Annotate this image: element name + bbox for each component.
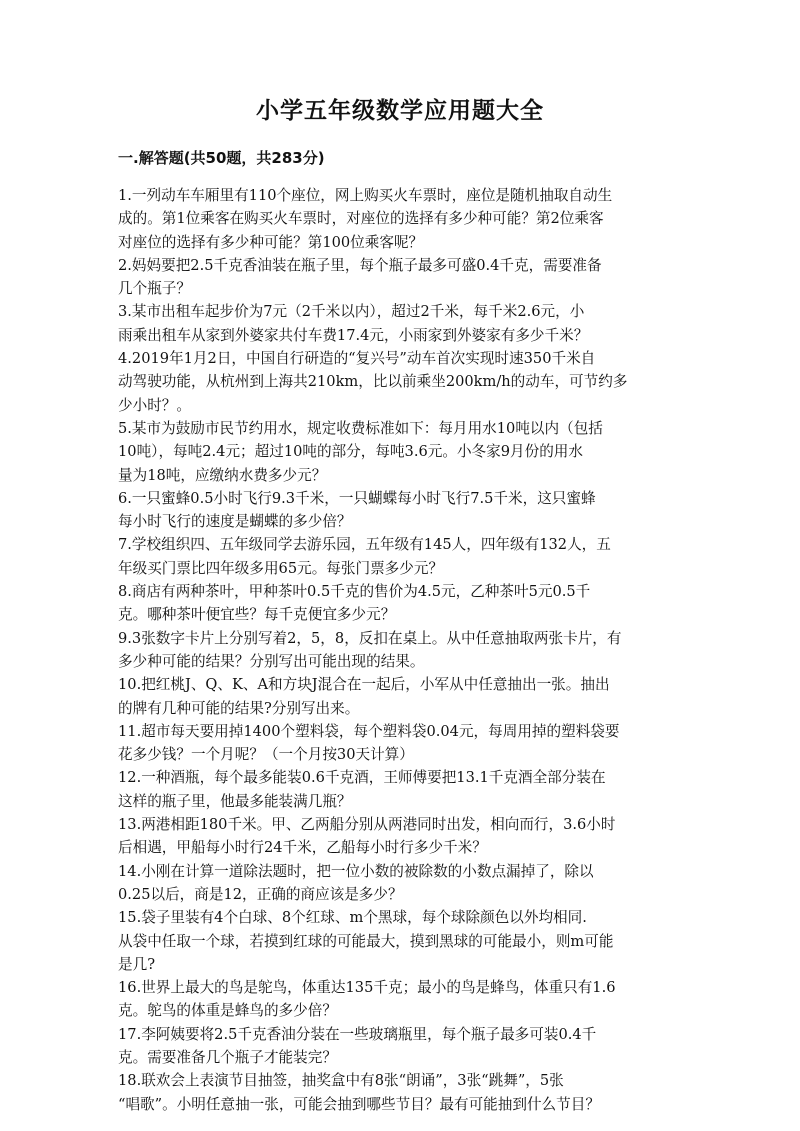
question-text-line: 9.3张数字卡片上分别写着2，5，8，反扣在桌上。从中任意抽取两张卡片，有 <box>118 629 622 647</box>
question-item <box>118 720 684 767</box>
question-text-line: 5.某市为鼓励市民节约用水，规定收费标准如下：每月用水10吨以内（包括 <box>118 419 603 437</box>
question-item <box>118 300 684 347</box>
question-text-line: 的牌有几种可能的结果?分别写出来。 <box>118 699 360 717</box>
question-item <box>118 487 684 534</box>
question-text-line: 6.一只蜜蜂0.5小时飞行9.3千米，一只蝴蝶每小时飞行7.5千米，这只蜜蜂 <box>118 489 596 507</box>
section-heading: 一.解答题(共50题，共283分) <box>118 149 325 167</box>
question-text-line: 克。需要准备几个瓶子才能装完？ <box>118 1048 337 1066</box>
question-item <box>118 673 684 720</box>
question-text-line: 是几? <box>118 955 156 973</box>
question-text-line: 12.一种酒瓶，每个最多能装0.6千克酒，王师傅要把13.1千克酒全部分装在 <box>118 769 606 787</box>
question-item <box>118 906 684 976</box>
question-item <box>118 533 684 580</box>
question-item <box>118 976 684 1023</box>
question-text-line: 10.把红桃J、Q、K、A和方块J混合在一起后，小军从中任意抽出一张。抽出 <box>118 676 610 694</box>
question-text-line: 克。鸵鸟的体重是蜂鸟的多少倍？ <box>118 1002 337 1020</box>
question-text-line: 对座位的选择有多少种可能？第100位乘客呢？ <box>118 233 424 251</box>
question-text-line: 少小时？。 <box>118 396 191 414</box>
question-text-line: 17.李阿姨要将2.5千克香油分装在一些玻璃瓶里，每个瓶子最多可装0.4千 <box>118 1025 597 1043</box>
question-text-line: 7.学校组织四、五年级同学去游乐园，五年级有145人，四年级有132人，五 <box>118 536 611 554</box>
question-text-line: 4.2019年1月2日，中国自行研造的“复兴号”动车首次实现时速350千米自 <box>118 350 596 368</box>
question-text-line: 1.一列动车车厢里有110个座位，网上购买火车票时，座位是随机抽取自动生 <box>118 187 613 204</box>
question-text-line: 成的。第1位乘客在购买火车票时，对座位的选择有多少种可能？第2位乘客 <box>118 210 604 228</box>
question-item <box>118 813 684 860</box>
question-text-line: 16.世界上最大的鸟是鸵鸟，体重达135千克；最小的鸟是蜂鸟，体重只有1.6 <box>118 979 616 997</box>
question-item <box>118 184 684 254</box>
question-text-line: 13.两港相距180千米。甲、乙两船分别从两港同时出发，相向而行，3.6小时 <box>118 816 616 834</box>
question-text-line: 3.某市出租车起步价为7元（2千米以内），超过2千米，每千米2.6元，小 <box>118 303 585 321</box>
document-title: 小学五年级数学应用题大全 <box>256 98 544 124</box>
question-text-line: 动驾驶功能，从杭州到上海共210km，比以前乘坐200km/h的动车，可节约多 <box>118 373 628 391</box>
question-item <box>118 1069 684 1116</box>
question-text-line: 花多少钱？一个月呢？（一个月按30天计算） <box>118 746 414 764</box>
question-item <box>118 766 684 813</box>
question-item <box>118 627 684 674</box>
question-text-line: 几个瓶子？ <box>118 280 191 298</box>
question-text-line: 后相遇，甲船每小时行24千米，乙船每小时行多少千米？ <box>118 839 487 857</box>
question-text-line: 这样的瓶子里，他最多能装满几瓶？ <box>118 792 352 810</box>
question-list <box>118 184 684 1116</box>
question-item <box>118 254 684 301</box>
question-item <box>118 580 684 627</box>
question-text-line: 多少种可能的结果？分别写出可能出现的结果。 <box>118 652 425 670</box>
question-text-line: 0.25以后，商是12，正确的商应该是多少？ <box>118 885 403 903</box>
question-text-line: 11.超市每天要用掉1400个塑料袋，每个塑料袋0.04元，每周用掉的塑料袋要 <box>118 722 620 740</box>
question-text-line: 8.商店有两种茶叶，甲种茶叶0.5千克的售价为4.5元，乙种茶叶5元0.5千 <box>118 583 591 601</box>
question-text-line: 2.妈妈要把2.5千克香油装在瓶子里，每个瓶子最多可盛0.4千克，需要准备 <box>118 256 602 274</box>
question-text-line: 18.联欢会上表演节目抽签，抽奖盒中有8张“朗诵”，3张“跳舞”，5张 <box>118 1072 564 1090</box>
question-text-line: 克。哪种茶叶便宜些？每千克便宜多少元？ <box>118 606 396 624</box>
question-text-line: 15.袋子里装有4个白球、8个红球、m个黑球，每个球除颜色以外均相同. <box>118 909 587 927</box>
question-text-line: 雨乘出租车从家到外婆家共付车费17.4元，小雨家到外婆家有多少千米？ <box>118 326 589 344</box>
question-text-line: 量为18吨，应缴纳水费多少元？ <box>118 466 327 484</box>
question-item <box>118 417 684 487</box>
question-text-line: 10吨），每吨2.4元；超过10吨的部分，每吨3.6元。小冬家9月份的用水 <box>118 443 583 461</box>
question-text-line: 从袋中任取一个球，若摸到红球的可能最大，摸到黑球的可能最小，则m可能 <box>118 932 614 950</box>
question-item <box>118 1023 684 1070</box>
question-item <box>118 860 684 907</box>
question-text-line: 14.小刚在计算一道除法题时，把一位小数的被除数的小数点漏掉了，除以 <box>118 862 594 880</box>
question-text-line: 年级买门票比四年级多用65元。每张门票多少元？ <box>118 559 444 577</box>
question-text-line: 每小时飞行的速度是蝴蝶的多少倍？ <box>118 513 352 531</box>
question-item <box>118 347 684 417</box>
question-text-line: “唱歌”。小明任意抽一张，可能会抽到哪些节目？最有可能抽到什么节目？ <box>118 1095 600 1113</box>
